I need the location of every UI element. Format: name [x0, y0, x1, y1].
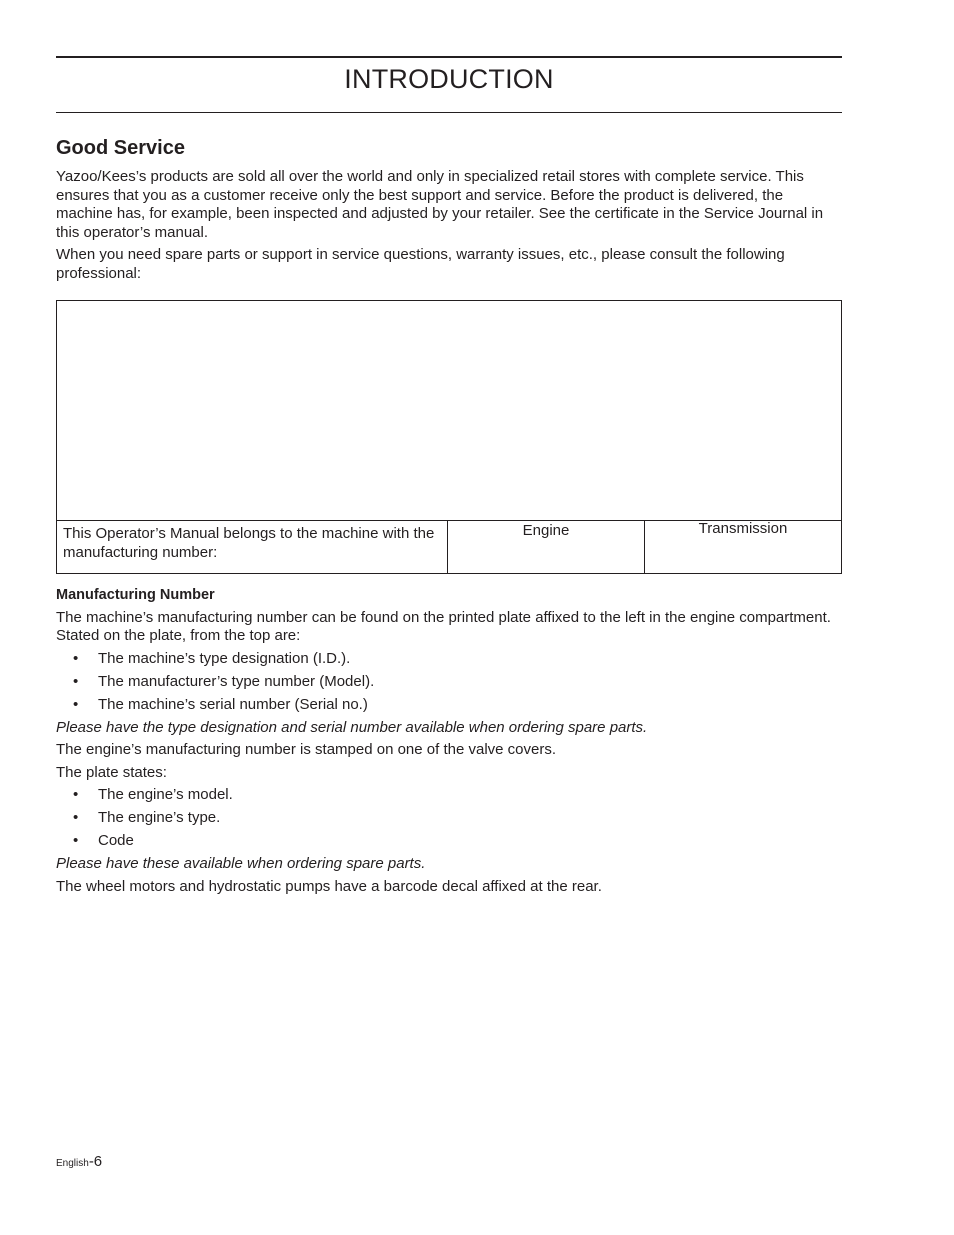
list-item: • The engine’s model. [73, 786, 233, 803]
service-dealer-box [56, 300, 842, 574]
engine-item-list [56, 786, 842, 851]
plate-item-list [56, 650, 842, 715]
engine-label: Engine [522, 522, 570, 539]
footer-language: English [56, 1158, 89, 1169]
manufacturing-number-section [56, 586, 842, 900]
dealer-stamp-area [57, 301, 841, 520]
ordering-note: Please have the type designation and serial number available when ordering spare parts. [56, 718, 648, 736]
ordering-note: Please have these available when ordering spare parts. [56, 855, 426, 872]
good-service-body [56, 168, 842, 287]
manufacturing-number-heading: Manufacturing Number [56, 587, 215, 603]
manufacturing-intro: The machine’s manufacturing number can be found on the printed plate affixed to the left in the engine compartment. Stated on the plate, from the top are: [56, 608, 831, 644]
good-service-paragraph: When you need spare parts or support in service questions, warranty issues, etc., please consult the following professional: [56, 246, 785, 282]
manufacturing-number-row [57, 520, 841, 574]
wheel-motor-text: The wheel motors and hydrostatic pumps have a barcode decal affixed at the rear. [56, 877, 602, 895]
list-item: • The machine’s serial number (Serial no.) [73, 695, 368, 713]
header-rule-bottom [56, 112, 842, 113]
list-item: • The machine’s type designation (I.D.). [73, 649, 351, 667]
section-title: INTRODUCTION [344, 64, 554, 94]
header-rule-top [56, 56, 842, 58]
manufacturing-number-label: This Operator’s Manual belongs to the machine with the manufacturing number: [57, 521, 448, 574]
transmission-label: Transmission [698, 520, 788, 537]
engine-number-field [448, 521, 645, 574]
good-service-heading: Good Service [56, 137, 185, 159]
good-service-paragraph: Yazoo/Kees’s products are sold all over the world and only in specialized retail stores with complete service. This ensures that you as a customer receive only the best support and service. Before the product is delivered, the machine has, for example, been inspected and adjusted by your retailer. See the certificate in the Service Journal in this operator’s manual. [56, 168, 824, 241]
page-footer [56, 1153, 102, 1170]
page-number: -6 [88, 1153, 103, 1170]
plate-states-text: The plate states: [56, 763, 167, 781]
list-item: • The manufacturer’s type number (Model). [73, 672, 375, 690]
list-item: • The engine’s type. [73, 809, 221, 826]
engine-number-text: The engine’s manufacturing number is stamped on one of the valve covers. [56, 741, 557, 758]
list-item: • Code [73, 832, 134, 849]
transmission-number-field [645, 519, 841, 572]
